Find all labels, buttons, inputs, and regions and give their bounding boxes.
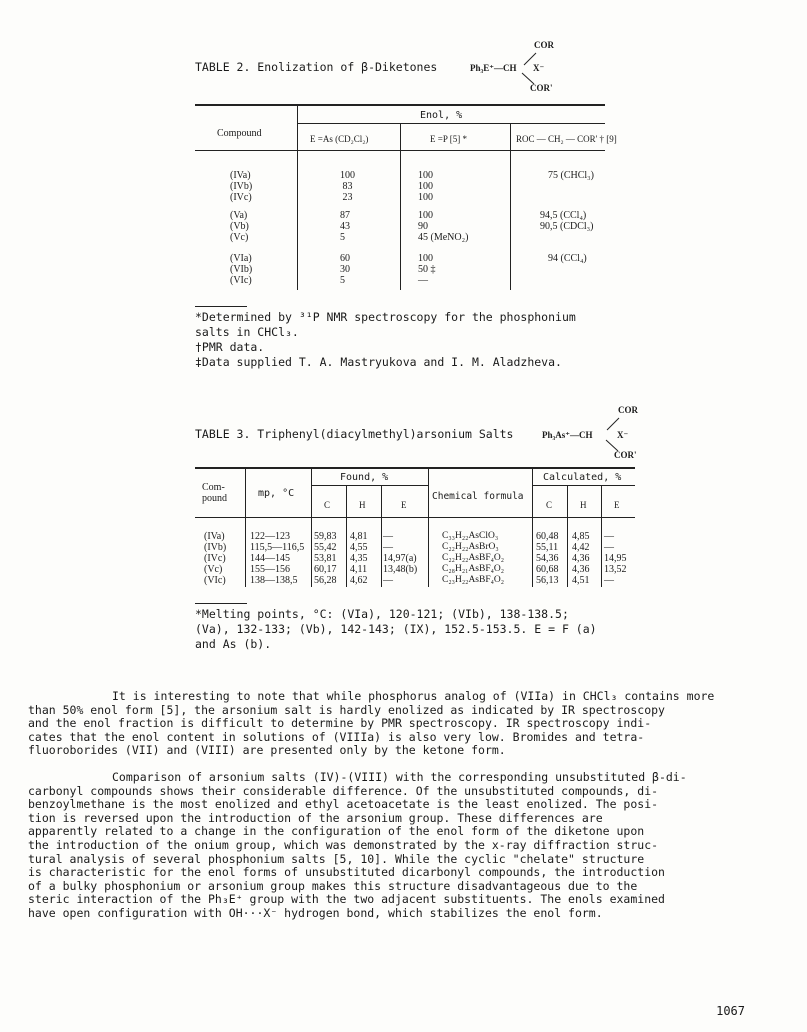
paragraph-2-line: Comparison of arsonium salts (IV)-(VIII) with the corresponding unsubstituted β-di- [112,770,687,784]
table3-header-rule [195,517,635,518]
table2-roc-g2: 94,5 (CCl₄) 90,5 (CDCl₃) [540,210,594,232]
paragraph-1-line: cates that the enol content in solutions of (VIIIa) is also very low. Bromides and tetra- [28,729,645,744]
table3-col-found-c: 59,83 55,42 53,81 60,17 56,28 [314,531,337,586]
table2-top-rule [195,104,605,106]
table2-footnote-2: salts in CHCl₃. [195,325,299,339]
table2-roc-g1: 75 (CHCl₃) [548,170,594,181]
table2-formula-x: X⁻ [533,63,545,73]
table3-footnote-1: *Melting points, °C: (VIa), 120-121; (VIb), 138-138.5; [195,607,569,621]
table2-header-enol: Enol, % [420,110,463,121]
table2-header-as: E =As (CD₂Cl₂) [310,134,369,144]
table2-p-g3: 100 50 ‡ — [418,253,436,286]
table3-formula-bot: COR' [614,450,637,460]
table3-col-formula: C₃₃H₂₂AsClO₃ C₂₂H₂₂AsBrO₃ C₂₂H₂₂AsBF₄O₂ C₂₈H₂₁AsBF₄O₂ C₂₃H₂₂AsBF₄O₂ [442,531,505,585]
paragraph-1 [28,690,783,758]
table3-header-mp: mp, °C [258,488,295,499]
table2-enol-rule [297,123,605,124]
table3-col-calc-c: 60,48 55,11 54,36 60,68 56,13 [536,531,559,586]
table2-footnote-3: †PMR data. [195,340,265,354]
page-number: 1067 [716,1004,745,1018]
table2-vrule-2 [400,123,401,290]
table3-col-calc-e: — — 14,95 13,52 — [604,531,627,586]
table2-compounds-g2: (Va) (Vb) (Vc) [230,210,249,243]
table2-header-roc: ROC — CH₂ — COR' † [9] [516,134,617,144]
table2-roc-g3: 94 (CCl₄) [548,253,587,264]
table2-as-g3: 60 30 5 [340,253,350,286]
paragraph-1-line: and the enol fraction is difficult to determine by PMR spectroscopy. IR spectroscopy indi- [28,716,652,731]
table3-col-found-e: — — 14,97(a) 13,48(b) — [383,531,418,586]
paragraph-2-line: is characteristic for the enol forms of unsubstituted dicarbonyl compounds, the introduction [28,865,665,880]
paragraph-2-line: have open configuration with OH···X⁻ hydrogen bond, which stabilizes the enol form. [28,905,603,920]
table3-footnote-2: (Va), 132-133; (Vb), 142-143; (IX), 152.5-153.5. E = F (a) [195,622,597,636]
table3-footnote-3: and As (b). [195,637,272,651]
paragraph-2-line: the introduction of the onium group, which was demonstrated by the x-ray diffraction struc- [28,837,659,852]
table3-header-found: Found, % [340,472,389,483]
table2-formula-top: COR [534,40,554,50]
table2-header-p: E =P [5] * [430,134,467,144]
table2-formula-mid: Ph₃E⁺—CH [470,63,517,73]
table3-col-calc-h: 4,85 4,42 4,36 4,36 4,51 [572,531,590,586]
table2-header-compound: Compound [217,128,262,139]
table2-footnote-4: ‡Data supplied T. A. Mastryukova and I. M. Aladzheva. [195,355,562,369]
table2-footnote-1: *Determined by ³¹P NMR spectroscopy for the phosphonium [195,310,576,324]
table3-sub-found-h: H [359,500,366,510]
table3-vrule-1 [245,469,246,587]
table2-as-g1: 100 83 23 [340,170,355,203]
paragraph-2-line: apparently related to a change in the configuration of the enol form of the diketone upon [28,824,645,839]
table3-vrule-6 [532,469,533,587]
table3-col-compound: (IVa) (IVb) (IVc) (Vc) (VIc) [204,531,227,586]
table3-formula-x: X⁻ [617,430,629,440]
table3-col-found-h: 4,81 4,55 4,35 4,11 4,62 [350,531,368,586]
table3-top-rule [195,467,635,469]
table3-footnote-rule [195,603,247,604]
table3-sub-found-c: C [324,500,331,510]
table3-vrule-7 [567,485,568,587]
table3-header-calc: Calculated, % [543,472,622,483]
table3-found-rule [311,485,428,486]
table2-compounds-g1: (IVa) (IVb) (IVc) [230,170,253,203]
table2-as-g2: 87 43 5 [340,210,350,243]
paragraph-2-line: steric interaction of the Ph₃E⁺ group with the two adjacent substituents. The enols examined [28,892,665,907]
table3-sub-calc-h: H [580,500,587,510]
paragraph-2-line: carbonyl compounds shows their considerable difference. Of the unsubstituted compounds, di- [28,783,659,798]
table3-vrule-8 [601,485,602,587]
table2-formula-bot: COR' [530,83,553,93]
table2-footnote-rule [195,306,247,307]
table3-sub-calc-c: C [546,500,553,510]
paragraph-1-line: It is interesting to note that while phosphorus analog of (VIIa) in CHCl₃ contains more [112,689,715,703]
paragraph-2-line: benzoylmethane is the most enolized and ethyl acetoacetate is the least enolized. The posi- [28,797,659,812]
table3-header-formula: Chemical formula [432,491,524,502]
paragraph-1-line: fluoroborides (VII) and (VIII) are presented only by the ketone form. [28,743,506,758]
table3-title: TABLE 3. Triphenyl(diacylmethyl)arsonium Salts [195,427,514,441]
table3-sub-calc-e: E [614,500,620,510]
table3-vrule-2 [311,469,312,587]
table2-title: TABLE 2. Enolization of β-Diketones [195,60,438,74]
table3-vrule-3 [346,485,347,587]
paragraph-2-line: tural analysis of several phosphonium salts [5, 10]. While the cyclic "chelate" structure [28,851,645,866]
table3-formula-mid: Ph₃As⁺—CH [542,430,593,440]
table3-vrule-5 [428,469,429,587]
table3-header-compound: Com- pound [202,482,227,504]
table3-sub-found-e: E [401,500,407,510]
table2-p-g2: 100 90 45 (MeNO₂) [418,210,469,243]
paragraph-2-line: tion is reversed upon the introduction of the arsonium group. These differences are [28,810,603,825]
paragraph-1-line: than 50% enol form [5], the arsonium salt is hardly enolized as indicated by IR spectroscopy [28,702,665,717]
paragraph-2 [28,771,783,921]
table3-col-mp: 122—123 115,5—116,5 144—145 155—156 138—138,5 [250,531,305,586]
table3-bond-up [605,417,625,431]
table2-p-g1: 100 100 100 [418,170,433,203]
table3-formula-top: COR [618,405,638,415]
table2-compounds-g3: (VIa) (VIb) (VIc) [230,253,253,286]
table3-vrule-4 [381,485,382,587]
table2-vrule-3 [510,123,511,290]
paragraph-2-line: of a bulky phosphonium or arsonium group makes this structure disadvantageous due to the [28,878,638,893]
table2-vrule-1 [297,106,298,290]
table3-calc-rule [532,485,635,486]
